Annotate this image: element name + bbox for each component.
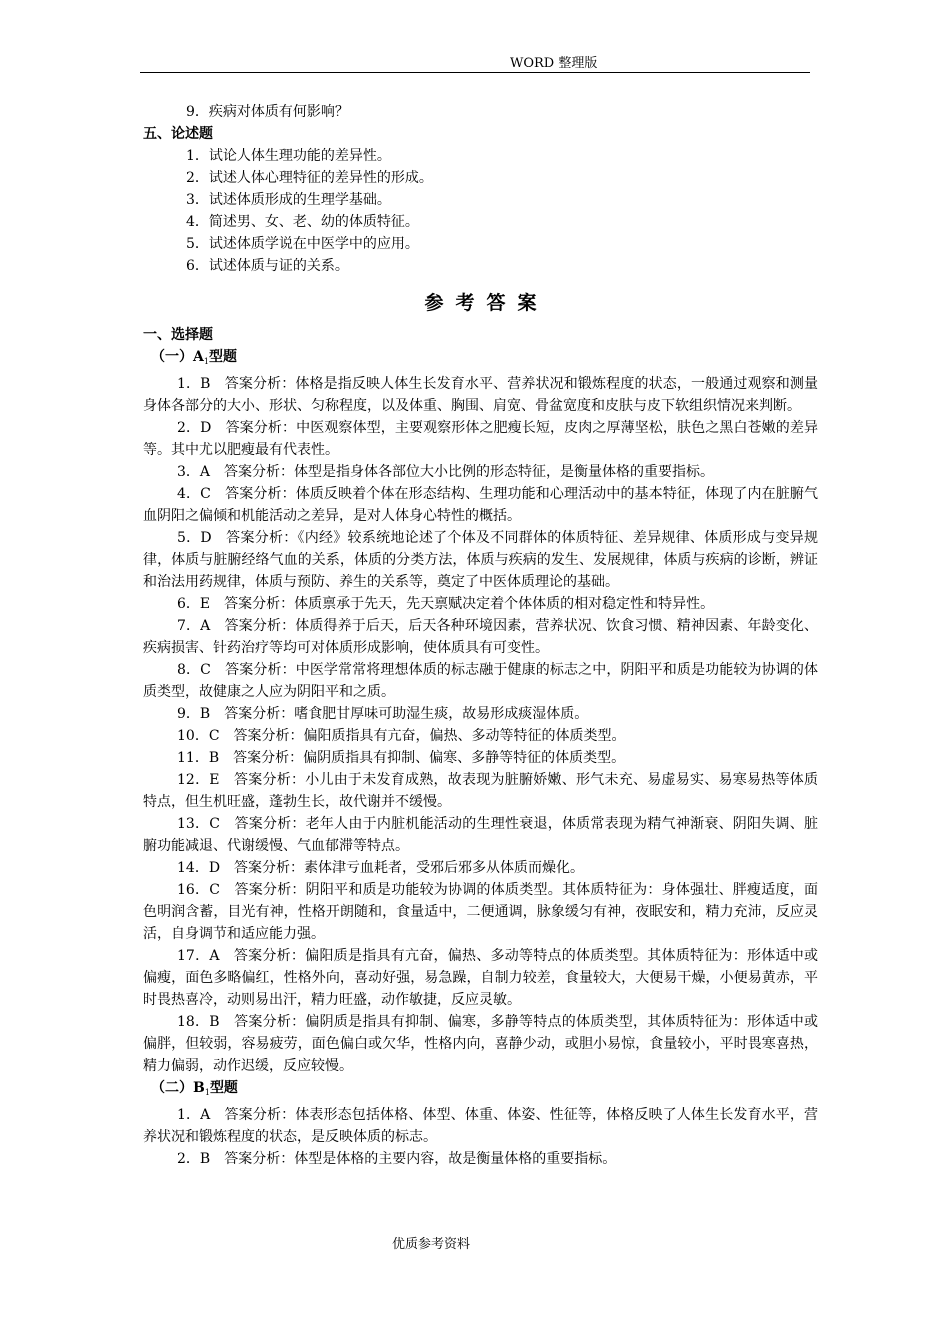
answer-a1-18: 18．B 答案分析：偏阴质是指具有抑制、偏寒，多静等特点的体质类型，其体质特征为：形体适中或偏胖，但较弱，容易疲劳，面色偏白或欠华，性格内向，喜静少动，或胆小易惊，食量较小，平时畏寒喜热，精力偏弱，动作迟缓，反应较慢。 (143, 1014, 818, 1074)
essay-item-1: 1．试论人体生理功能的差异性。 (186, 148, 391, 164)
answer-a1-7: 7．A 答案分析：体质得养于后天，后天各种环境因素，营养状况、饮食习惯、精神因素、年龄变化、疾病损害、针药治疗等均可对体质形成影响，使体质具有可变性。 (143, 618, 818, 656)
essay-section-title: 五、论述题 (143, 126, 213, 142)
b1-type-title (143, 1077, 818, 1104)
answer-b1-2: 2．B 答案分析：体型是体格的主要内容，故是衡量体格的重要指标。 (177, 1151, 617, 1167)
header-divider (140, 72, 810, 73)
page-header-title: WORD 整理版 (510, 56, 598, 71)
answer-a1-1: 1．B 答案分析：体格是指反映人体生长发育水平、营养状况和锻炼程度的状态，一般通过观察和测量身体各部分的大小、形状、匀称程度，以及体重、胸围、肩宽、骨盆宽度和皮肤与皮下软组织情况来判断。 (143, 376, 818, 414)
a1-type-subscript: 1 (203, 357, 209, 366)
answer-a1-4: 4．C 答案分析：体质反映着个体在形态结构、生理功能和心理活动中的基本特征，体现了内在脏腑气血阴阳之偏倾和机能活动之差异，是对人体身心特性的概括。 (143, 486, 818, 524)
a1-type-prefix: （一）A (151, 349, 204, 365)
essay-item-6: 6．试述体质与证的关系。 (186, 258, 349, 274)
answer-a1-6: 6．E 答案分析：体质禀承于先天，先天禀赋决定着个体体质的相对稳定性和特异性。 (177, 596, 715, 612)
answer-a1-13: 13．C 答案分析：老年人由于内脏机能活动的生理性衰退，体质常表现为精气神渐衰、阴阳失调、脏腑功能减退、代谢缓慢、气血郁滞等特点。 (143, 816, 818, 854)
essay-item-2: 2．试述人体心理特征的差异性的形成。 (186, 170, 433, 186)
b1-type-subscript: 1 (204, 1088, 210, 1097)
answer-a1-9: 9．B 答案分析：嗜食肥甘厚味可助湿生痰，故易形成痰湿体质。 (177, 706, 589, 722)
essay-item-5: 5．试述体质学说在中医学中的应用。 (186, 236, 419, 252)
answer-a1-8: 8．C 答案分析：中医学常常将理想体质的标志融于健康的标志之中，阴阳平和质是功能较为协调的体质类型，故健康之人应为阴阳平和之质。 (143, 662, 818, 700)
essay-item-4: 4．简述男、女、老、幼的体质特征。 (186, 214, 419, 230)
answer-a1-14: 14．D 答案分析：素体津亏血耗者，受邪后邪多从体质而燥化。 (177, 860, 585, 876)
answer-a1-3: 3．A 答案分析：体型是指身体各部位大小比例的形态特征，是衡量体格的重要指标。 (177, 464, 715, 480)
answer-a1-16: 16．C 答案分析：阴阳平和质是功能较为协调的体质类型。其体质特征为：身体强壮、胖瘦适度，面色明润含蓄，目光有神，性格开朗随和，食量适中，二便通调，脉象缓匀有神，夜眠安和，精力充沛，反应灵活，自身调节和适应能力强。 (143, 882, 818, 942)
b1-type-suffix: 型题 (209, 1080, 238, 1096)
answer-a1-11: 11．B 答案分析：偏阴质指具有抑制、偏寒、多静等特征的体质类型。 (177, 750, 626, 766)
b1-type-prefix: （二）B (151, 1080, 205, 1096)
question-9: 9．疾病对体质有何影响？ (186, 104, 349, 120)
a1-type-title (143, 346, 818, 373)
page-footer: 优质参考资料 (392, 1237, 471, 1252)
answer-a1-12: 12．E 答案分析：小儿由于未发育成熟，故表现为脏腑娇嫩、形气未充、易虚易实、易寒易热等体质特点，但生机旺盛，蓬勃生长，故代谢并不缓慢。 (143, 772, 818, 810)
answer-a1-10: 10．C 答案分析：偏阳质指具有亢奋，偏热、多动等特征的体质类型。 (177, 728, 626, 744)
choice-section-title: 一、选择题 (143, 327, 213, 343)
answers-title: 参考答案 (424, 292, 549, 314)
answer-b1-1: 1．A 答案分析：体表形态包括体格、体型、体重、体姿、性征等，体格反映了人体生长发育水平，营养状况和锻炼程度的状态，是反映体质的标志。 (143, 1107, 818, 1145)
essay-item-3: 3．试述体质形成的生理学基础。 (186, 192, 391, 208)
a1-type-suffix: 型题 (208, 349, 237, 365)
answer-a1-2: 2．D 答案分析：中医观察体型，主要观察形体之肥瘦长短，皮肉之厚薄坚松，肤色之黑白苍嫩的差异等。其中尤以肥瘦最有代表性。 (143, 420, 818, 458)
document-body (143, 101, 818, 1170)
answer-a1-17: 17．A 答案分析：偏阳质是指具有亢奋，偏热、多动等特点的体质类型。其体质特征为：形体适中或偏瘦，面色多略偏红，性格外向，喜动好强，易急躁，自制力较差，食量较大，大便易干燥，小便易黄赤，平时畏热喜冷，动则易出汗，精力旺盛，动作敏捷，反应灵敏。 (143, 948, 818, 1008)
answer-a1-5: 5．D 答案分析：《内经》较系统地论述了个体及不同群体的体质特征、差异规律、体质形成与变异规律，体质与脏腑经络气血的关系，体质的分类方法，体质与疾病的发生、发展规律，体质与疾病的诊断，辨证和治法用药规律，体质与预防、养生的关系等，奠定了中医体质理论的基础。 (143, 530, 818, 590)
